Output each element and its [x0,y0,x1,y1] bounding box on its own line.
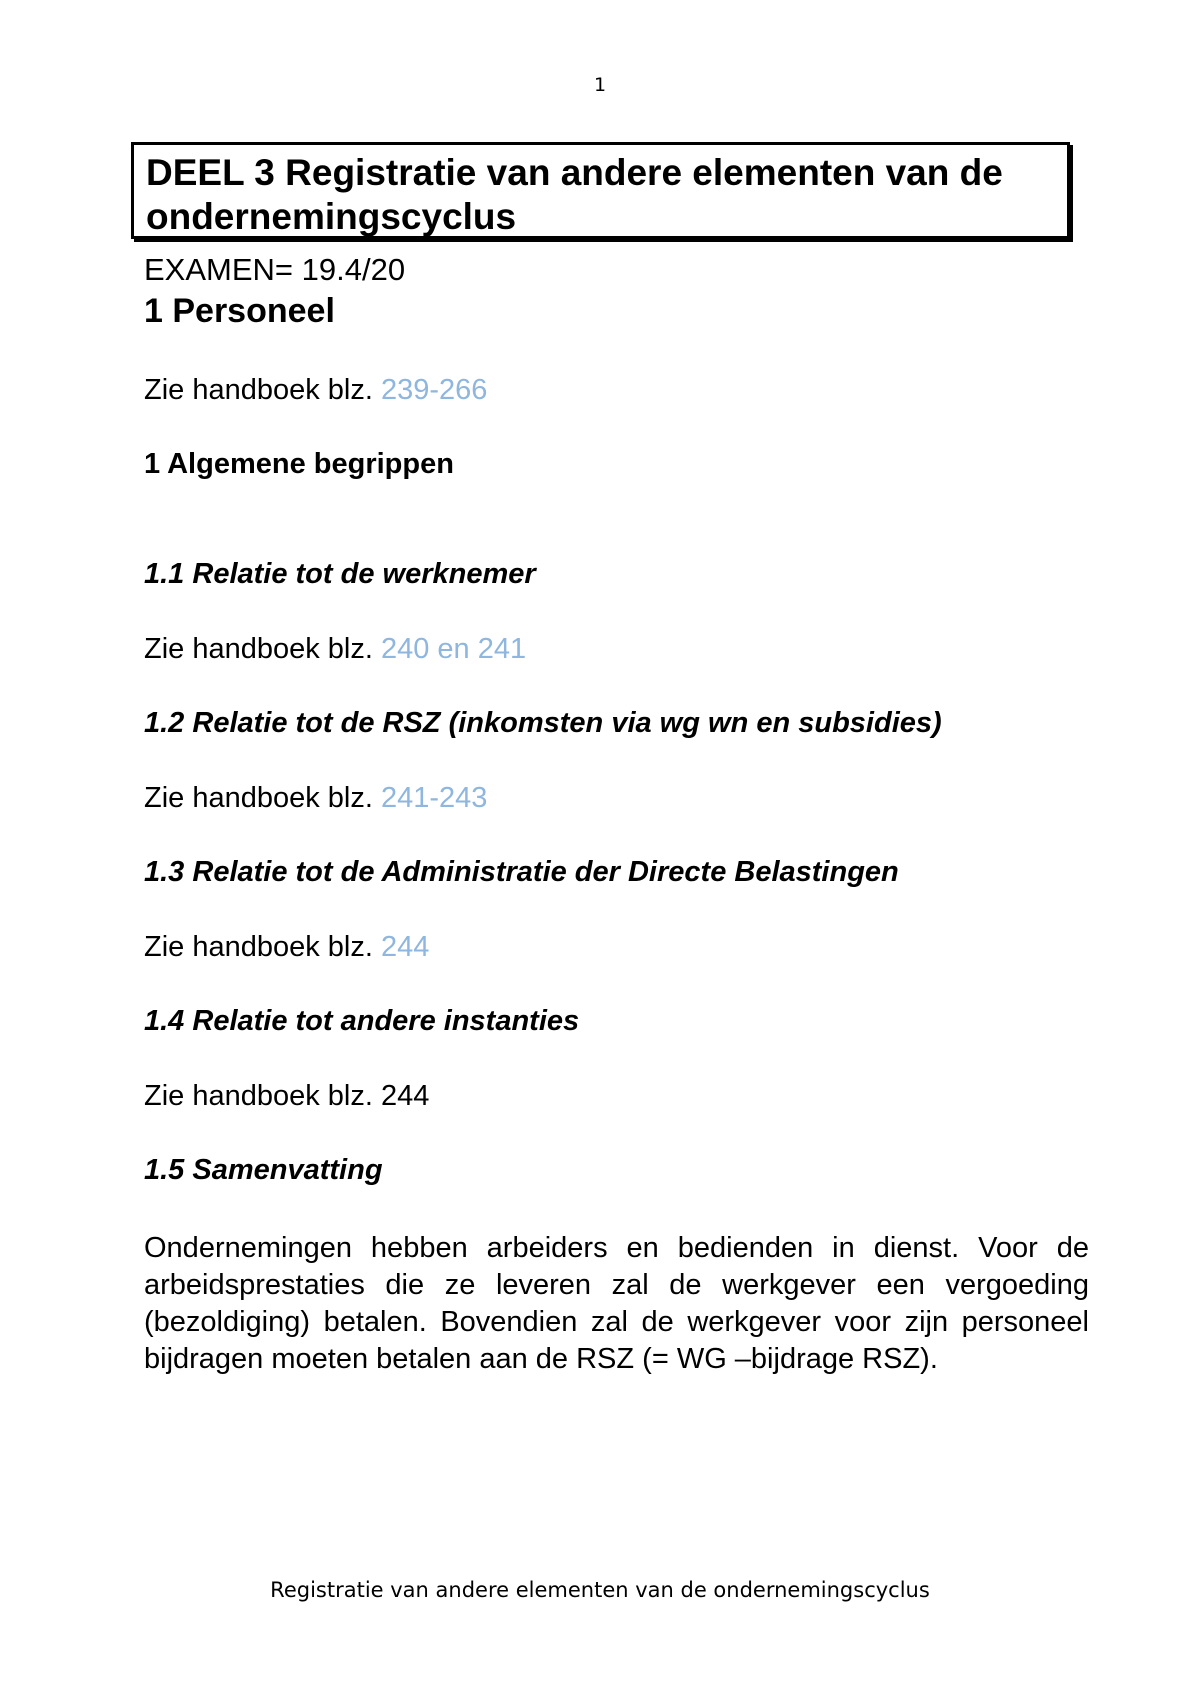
page-reference: 239-266 [380,374,488,406]
reference-line [144,633,526,666]
page-title: DEEL 3 Registratie van andere elementen van de ondernemingscyclus [146,152,1003,237]
summary-paragraph: Ondernemingen hebben arbeiders en bedienden in dienst. Voor de arbeidsprestaties die ze leveren zal de werkgever een vergoeding (bezoldiging) betalen. Bovendien zal de werkgever voor zijn personeel bijdragen moeten betalen aan de RSZ (= WG –bijdrage RSZ). [144,1232,1089,1375]
page-reference: 241-243 [380,782,488,814]
page-reference: 240 en 241 [380,633,527,665]
exam-score: EXAMEN= 19.4/20 [144,252,406,287]
subsection-heading: 1.5 Samenvatting [144,1154,383,1186]
page-reference: 244 [380,931,430,963]
page-footer: Registratie van andere elementen van de ondernemingscyclus [270,1578,930,1602]
title-box [131,142,1070,239]
reference-prefix: Zie handboek blz. [144,1080,381,1112]
reference-prefix: Zie handboek blz. [144,931,381,963]
subsection-heading: 1.3 Relatie tot de Administratie der Directe Belastingen [144,856,899,888]
section-heading: 1 Personeel [144,292,335,330]
page-number: 1 [593,74,607,96]
reference-line [144,931,429,964]
reference-prefix: Zie handboek blz. [144,374,381,406]
reference-line [144,374,487,407]
subsection-heading: 1.2 Relatie tot de RSZ (inkomsten via wg wn en subsidies) [144,707,942,739]
reference-line [144,782,487,815]
subsection-heading: 1.1 Relatie tot de werknemer [144,558,536,590]
subsection-heading: 1 Algemene begrippen [144,448,454,480]
page-reference: 244 [380,1080,430,1112]
reference-prefix: Zie handboek blz. [144,782,381,814]
subsection-heading: 1.4 Relatie tot andere instanties [144,1005,580,1037]
reference-line [144,1080,429,1113]
reference-prefix: Zie handboek blz. [144,633,381,665]
